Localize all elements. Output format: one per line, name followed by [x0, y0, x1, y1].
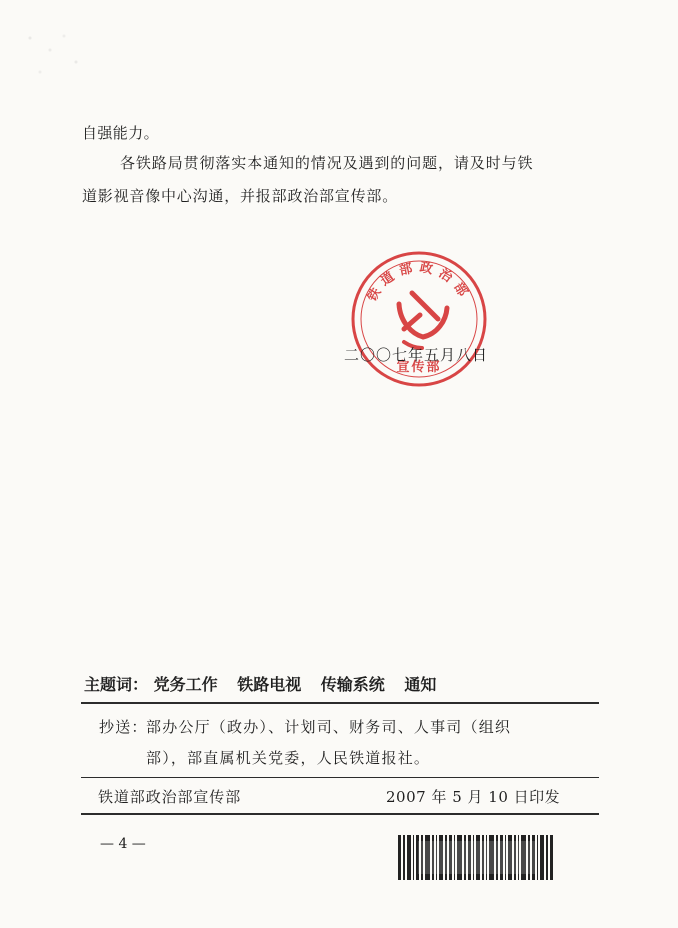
- subject-term: 传输系统: [320, 675, 385, 694]
- divider-line: [81, 813, 599, 815]
- document-barcode: [398, 835, 553, 880]
- seal-graphic: [346, 246, 492, 392]
- subject-label: 主题词：: [84, 675, 149, 694]
- seal-outer-text: 铁道部政治部: [364, 260, 474, 305]
- divider-line: [81, 702, 599, 704]
- scan-speckles: [18, 28, 88, 80]
- seal-inner-text: 宣传部: [396, 360, 442, 375]
- subject-term: 通知: [404, 675, 437, 694]
- subject-keywords-row: [84, 674, 436, 696]
- issuer-name: 铁道部政治部宣传部: [98, 788, 242, 806]
- body-paragraph-line: 各铁路局贯彻落实本通知的情况及遇到的问题，请及时与铁: [120, 154, 534, 172]
- svg-text:铁道部政治部: [363, 259, 474, 305]
- divider-line: [81, 777, 599, 778]
- issue-date: 2007 年 5 月 10 日印发: [386, 788, 561, 806]
- document-date: 二〇〇七年五月八日: [344, 346, 489, 364]
- cc-recipients-line: 部），部直属机关党委，人民铁道报社。: [146, 749, 431, 767]
- body-paragraph-line: 自强能力。: [82, 124, 160, 142]
- official-seal: [346, 246, 492, 392]
- body-paragraph-line: 道影视音像中心沟通，并报部政治部宣传部。: [82, 187, 399, 205]
- subject-term: 铁路电视: [237, 675, 302, 694]
- page-number: — 4 —: [100, 836, 146, 852]
- subject-term: 党务工作: [153, 675, 218, 694]
- cc-recipients-line: 部办公厅（政办）、计划司、财务司、人事司（组织: [146, 718, 512, 736]
- cc-label: 抄送：: [99, 718, 148, 736]
- barcode-graphic: [398, 835, 553, 880]
